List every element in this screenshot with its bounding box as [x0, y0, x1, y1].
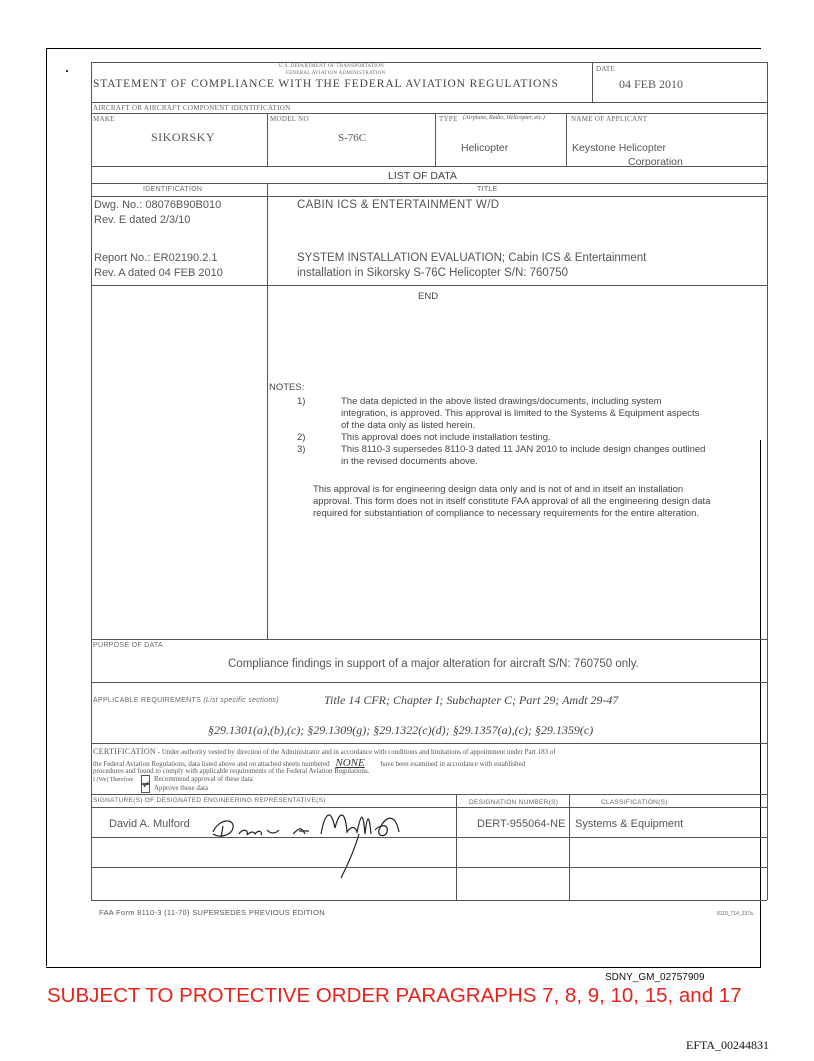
- notes-label: NOTES:: [269, 382, 305, 393]
- list-row-2-title-line1: SYSTEM INSTALLATION EVALUATION; Cabin ICS & Entertainment: [297, 252, 647, 264]
- approval-paragraph-line-3: required for substantiation of compliance to necessary requirements for the entire alteration.: [313, 508, 700, 519]
- title-column-header: TITLE: [477, 186, 498, 193]
- certification-text-1: Under authority vested by direction of the Administrator and in accordance with conditions and limitations of appointment under Part 183 of: [161, 748, 556, 756]
- type-hint: (Airplane, Radio, Helicopter, etc.): [463, 115, 545, 121]
- type-value: Helicopter: [461, 142, 509, 154]
- certification-text-line-1: CERTIFICATION - Under authority vested by direction of the Administrator and in accordance with conditions and limitations of appointment under Part 183 of: [93, 747, 556, 756]
- der-name: David A. Mulford: [109, 818, 190, 830]
- requirements-line-2: §29.1301(a),(b),(c); §29.1309(g); §29.1322(c)(d); §29.1357(a),(c); §29.1359(c): [208, 723, 594, 737]
- signature-label: SIGNATURE(S) OF DESIGNATED ENGINEERING REPRESENTATIVE(S): [93, 797, 326, 804]
- date-label: DATE: [596, 65, 616, 73]
- top-page-rule: [46, 48, 761, 49]
- list-row-2-id-line2: Rev. A dated 04 FEB 2010: [94, 267, 223, 279]
- form-code: 8110_714_337a: [717, 911, 753, 917]
- classification-label: CLASSIFICATION(S): [601, 799, 668, 806]
- bates-number: SDNY_GM_02757909: [605, 972, 705, 983]
- faa-form-8110-3: [91, 62, 767, 917]
- approve-data-option[interactable]: [141, 784, 208, 793]
- end-marker: END: [418, 291, 439, 302]
- aircraft-section-label: AIRCRAFT OR AIRCRAFT COMPONENT IDENTIFICATION: [93, 104, 291, 112]
- certification-text-line-3: procedures and found to comply with applicable requirements of the Federal Aviation Regulations.: [93, 767, 370, 775]
- designation-value: DERT-955064-NE: [477, 818, 566, 830]
- list-row-1-id-line2: Rev. E dated 2/3/10: [94, 214, 191, 226]
- date-value: 04 FEB 2010: [619, 77, 684, 91]
- applicant-label: NAME OF APPLICANT: [571, 115, 648, 123]
- agency-line-2: FEDERAL AVIATION ADMINISTRATION: [286, 71, 386, 76]
- signature-scribble: [209, 804, 439, 882]
- approval-paragraph-line-1: This approval is for engineering design data only and is not of and in itself an installation: [313, 484, 684, 495]
- list-row-2-id-line1: Report No.: ER02190.2.1: [94, 252, 218, 264]
- classification-value: Systems & Equipment: [575, 818, 684, 830]
- note-3-line-1: This 8110-3 supersedes 8110-3 dated 11 JAN 2010 to include design changes outlined: [341, 444, 706, 455]
- left-page-rule: [46, 48, 47, 966]
- recommend-approval-label: Recommend approval of these data: [154, 775, 253, 784]
- form-title: STATEMENT OF COMPLIANCE WITH THE FEDERAL AVIATION REGULATIONS: [93, 78, 559, 90]
- requirements-label-hint: (List specific sections): [203, 697, 279, 704]
- requirements-label: [93, 697, 279, 704]
- note-3-line-2: in the revised documents above.: [341, 456, 478, 467]
- approve-data-label: Approve these data: [154, 784, 209, 793]
- sheets-numbered-value: NONE: [335, 757, 365, 769]
- purpose-value: Compliance findings in support of a major alteration for aircraft S/N: 760750 only.: [228, 658, 639, 670]
- list-row-2-title-line2: installation in Sikorsky S-76C Helicopter S/N: 760750: [297, 267, 569, 279]
- model-value: S-76C: [338, 132, 367, 144]
- note-2-number: 2): [297, 432, 306, 443]
- note-3-number: 3): [297, 444, 306, 455]
- approve-data-checkbox[interactable]: [141, 784, 150, 793]
- note-1-number: 1): [297, 396, 306, 407]
- therefore-label: I (We) Therefore: [93, 777, 134, 783]
- list-of-data-heading: LIST OF DATA: [388, 170, 457, 182]
- type-label: TYPE: [439, 115, 458, 123]
- applicant-value-line1: Keystone Helicopter: [572, 142, 666, 154]
- certification-label: CERTIFICATION: [93, 747, 156, 756]
- bottom-page-rule: [46, 967, 761, 968]
- list-row-1-title: CABIN ICS & ENTERTAINMENT W/D: [297, 199, 500, 211]
- agency-line-1: U.S. DEPARTMENT OF TRANSPORTATION: [279, 64, 385, 69]
- note-1-line-2: integration, is approved. This approval is limited to the Systems & Equipment aspects: [341, 408, 700, 419]
- protective-order-notice: SUBJECT TO PROTECTIVE ORDER PARAGRAPHS 7, 8, 9, 10, 15, and 17: [47, 984, 742, 1007]
- make-value: SIKORSKY: [151, 130, 216, 144]
- recommend-approval-option[interactable]: [141, 775, 253, 784]
- purpose-label: PURPOSE OF DATA: [93, 642, 163, 649]
- note-1-line-1: The data depicted in the above listed drawings/documents, including system: [341, 396, 662, 407]
- approval-paragraph-line-2: approval. This form does not in itself constitute FAA approval of all the engineering design data: [313, 496, 711, 507]
- identification-column-header: IDENTIFICATION: [143, 186, 203, 193]
- form-number: FAA Form 8110-3 (11-70) SUPERSEDES PREVIOUS EDITION: [99, 908, 325, 917]
- requirements-label-text: APPLICABLE REQUIREMENTS: [93, 697, 202, 704]
- certification-text-2a: the Federal Aviation Regulations, data listed above and on attached sheets numbered: [93, 760, 330, 768]
- make-label: MAKE: [93, 115, 115, 123]
- efta-number: EFTA_00244831: [686, 1038, 770, 1052]
- margin-mark: [66, 70, 68, 72]
- model-label: MODEL NO: [270, 115, 309, 123]
- note-2-line-1: This approval does not include installation testing.: [341, 432, 551, 443]
- designation-label: DESIGNATION NUMBER(S): [469, 799, 559, 806]
- applicant-value-line2: Corporation: [628, 156, 683, 168]
- requirements-line-1: Title 14 CFR; Chapter I; Subchapter C; Part 29; Amdt 29-47: [324, 693, 619, 707]
- certification-text-2b: have been examined in accordance with established: [380, 760, 526, 768]
- list-row-1-id-line1: Dwg. No.: 08076B90B010: [94, 199, 222, 211]
- note-1-line-3: of the data only as listed herein.: [341, 420, 476, 431]
